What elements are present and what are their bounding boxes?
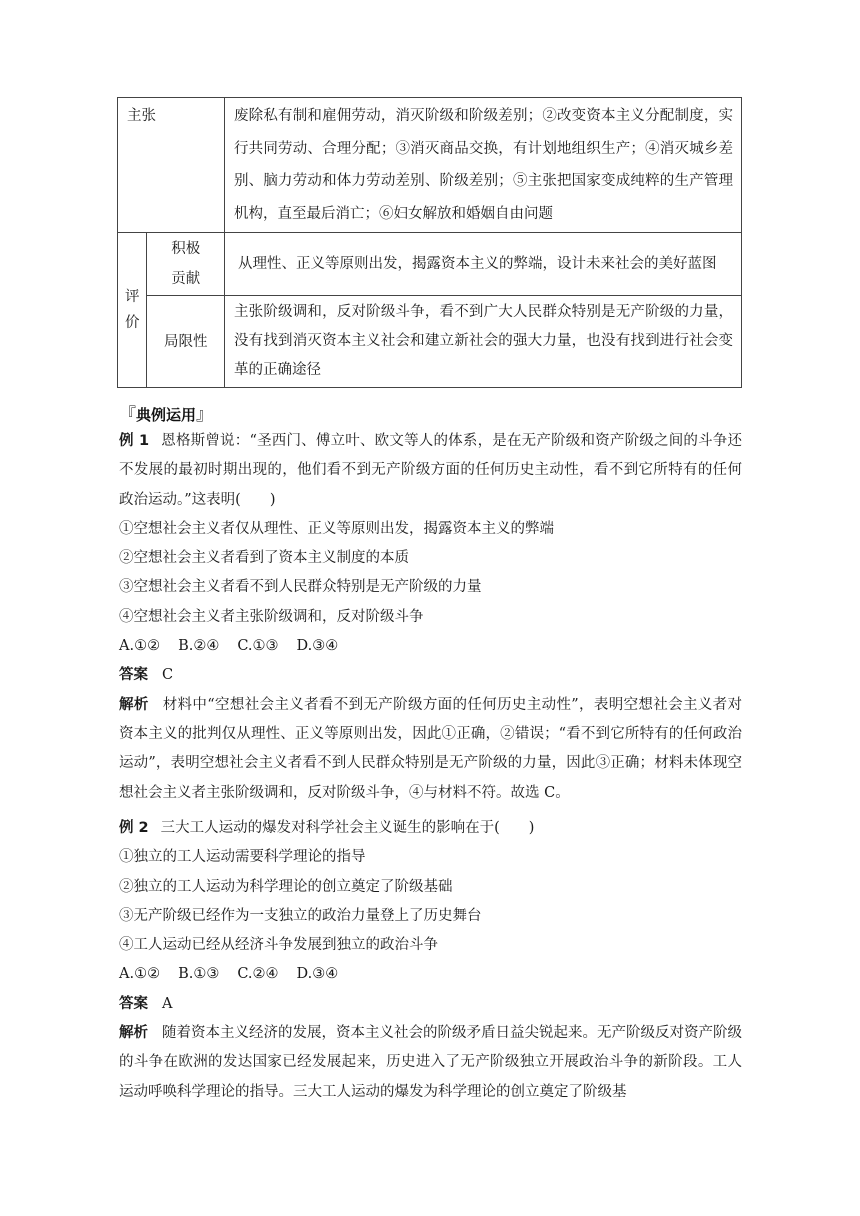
table-row [118, 98, 742, 233]
answer-value: A [162, 995, 173, 1012]
option-a: A.①② [119, 638, 161, 655]
example-1-label: 例 1 [119, 433, 150, 449]
list-item: ②空想社会主义者看到了资本主义制度的本质 [119, 550, 409, 567]
section-heading [119, 400, 213, 425]
option-b: B.②④ [178, 638, 220, 655]
eval-char-1: 评 [124, 289, 140, 305]
table-row [118, 296, 742, 388]
utopian-socialism-table [117, 97, 742, 388]
list-item: ③空想社会主义者看不到人民群众特别是无产阶级的力量 [119, 579, 482, 596]
example-1-analysis [119, 691, 742, 808]
example-2-question: 三大工人运动的爆发对科学社会主义诞生的影响在于( ) [160, 820, 535, 836]
analysis-label: 解析 [119, 696, 149, 713]
row-content-main: 废除私有制和雇佣劳动，消灭阶级和阶级差别；②改变资本主义分配制度，实行共同劳动、合理分配；③消灭商品交换，有计划地组织生产；④消灭城乡差别、脑力劳动和体力劳动差别、阶级差别；⑤主张把国家变成纯粹的生产管理机构，直至最后消亡；⑥妇女解放和婚姻自由问题 [225, 98, 742, 233]
analysis-label: 解析 [119, 1025, 148, 1042]
example-1-options [119, 632, 742, 661]
table-row [118, 233, 742, 296]
row-content-limitation: 主张阶级调和，反对阶级斗争，看不到广大人民群众特别是无产阶级的力量，没有找到消灭资本主义社会和建立新社会的强大力量，也没有找到进行社会变革的正确途径 [225, 296, 742, 388]
list-item: ④空想社会主义者主张阶级调和，反对阶级斗争 [119, 608, 424, 625]
example-1-question: 恩格斯曾说：“圣西门、傅立叶、欧文等人的体系，是在无产阶级和资产阶级之间的斗争还不发展的最初时期出现的，他们看不到无产阶级方面的任何历史主动性，看不到它所特有的任何政治运动。”这表明( ) [119, 433, 742, 508]
example-1-answer [119, 661, 742, 690]
example-2-question-paragraph [119, 814, 742, 843]
row-header-evaluation [118, 233, 147, 388]
analysis-text: 材料中“空想社会主义者看不到无产阶级方面的任何历史主动性”，表明空想社会主义者对资本主义的批判仅从理性、正义等原则出发，因此①正确，②错误；“看不到它所特有的任何政治运动”，表明空想社会主义者看不到人民群众特别是无产阶级的力量，因此③正确；材料未体现空想社会主义者主张阶级调和，反对阶级斗争，④与材料不符。故选 C。 [119, 696, 743, 801]
option-d: D.③④ [296, 638, 339, 655]
row-header-main: 主张 [118, 98, 225, 233]
answer-value: C [162, 667, 174, 684]
example-2-options [119, 960, 742, 989]
answer-label: 答案 [119, 995, 148, 1012]
positive-label-1: 积极 [171, 241, 201, 257]
option-c: C.①③ [237, 638, 279, 655]
list-item: ③无产阶级已经作为一支独立的政治力量登上了历史舞台 [119, 907, 482, 924]
list-item: ①独立的工人运动需要科学理论的指导 [119, 849, 366, 866]
bracket-left: 『 [119, 405, 136, 425]
positive-label-2: 贡献 [171, 271, 201, 287]
bracket-right: 』 [196, 405, 214, 425]
analysis-text: 随着资本主义经济的发展，资本主义社会的阶级矛盾日益尖锐起来。无产阶级反对资产阶级的斗争在欧洲的发达国家已经发展起来，历史进入了无产阶级独立开展政治斗争的新阶段。工人运动呼唤科学理论的指导。三大工人运动的爆发为科学理论的创立奠定了阶级基 [119, 1025, 742, 1100]
example-2-label: 例 2 [119, 820, 149, 836]
example-2-analysis [119, 1019, 742, 1107]
list-item: ②独立的工人运动为科学理论的创立奠定了阶级基础 [119, 878, 453, 895]
row-content-positive: 从理性、正义等原则出发，揭露资本主义的弊端，设计未来社会的美好蓝图 [225, 233, 742, 296]
example-2-answer [119, 990, 742, 1019]
option-d: D.③④ [296, 966, 339, 983]
example-1-question-paragraph [119, 427, 742, 515]
eval-char-2: 价 [124, 315, 140, 331]
example-2 [119, 814, 742, 1107]
list-item: ①空想社会主义者仅从理性、正义等原则出发，揭露资本主义的弊端 [119, 520, 554, 537]
section-title: 典例运用 [136, 406, 197, 424]
option-b: B.①③ [178, 966, 220, 983]
list-item: ④工人运动已经从经济斗争发展到独立的政治斗争 [119, 937, 438, 954]
option-a: A.①② [119, 966, 161, 983]
answer-label: 答案 [119, 667, 148, 684]
option-c: C.②④ [237, 966, 279, 983]
example-1 [119, 427, 742, 808]
row-header-positive [147, 233, 225, 296]
row-header-limitation: 局限性 [147, 296, 225, 388]
